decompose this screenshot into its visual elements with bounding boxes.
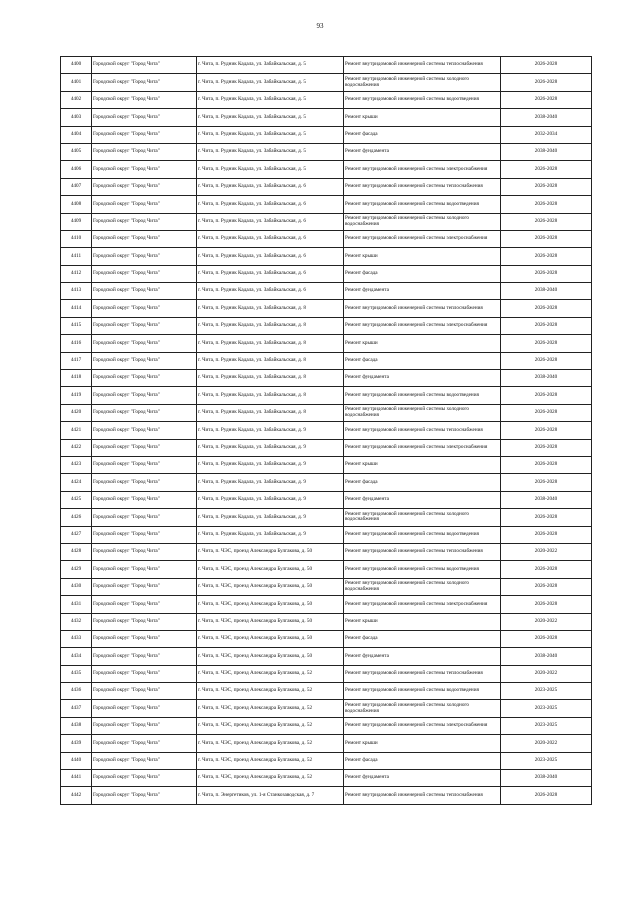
table-row — [61, 683, 592, 700]
table-row — [61, 543, 592, 560]
work-type-cell: Ремонт внутридомовой инженерной системы холодного водоснабжения — [344, 213, 501, 230]
municipality-cell: Городской округ "Город Чита" — [92, 509, 197, 526]
period-cell: 2023-2025 — [501, 717, 592, 734]
address-cell: г. Чита, п. ЧЭС, проезд Александра Булгакова, д. 50 — [197, 561, 344, 578]
address-cell: г. Чита, п. Рудник Кадала, ул. Забайкальская, д. 6 — [197, 213, 344, 230]
address-cell: г. Чита, п. Рудник Кадала, ул. Забайкальская, д. 9 — [197, 526, 344, 543]
table-row — [61, 74, 592, 91]
period-cell: 2026-2028 — [501, 474, 592, 491]
period-cell: 2026-2028 — [501, 335, 592, 352]
row-number-cell: 4430 — [61, 578, 92, 595]
municipality-cell: Городской округ "Город Чита" — [92, 578, 197, 595]
period-cell: 2023-2025 — [501, 700, 592, 717]
period-cell: 2026-2028 — [501, 526, 592, 543]
table-row — [61, 109, 592, 126]
period-cell: 2020-2022 — [501, 543, 592, 560]
address-cell: г. Чита, п. Рудник Кадала, ул. Забайкальская, д. 6 — [197, 230, 344, 247]
row-number-cell: 4411 — [61, 248, 92, 265]
municipality-cell: Городской округ "Город Чита" — [92, 735, 197, 752]
period-cell: 2026-2028 — [501, 248, 592, 265]
work-type-cell: Ремонт внутридомовой инженерной системы холодного водоснабжения — [344, 700, 501, 717]
address-cell: г. Чита, п. Рудник Кадала, ул. Забайкальская, д. 9 — [197, 456, 344, 473]
municipality-cell: Городской округ "Город Чита" — [92, 335, 197, 352]
period-cell: 2026-2028 — [501, 300, 592, 317]
table-row — [61, 787, 592, 804]
row-number-cell: 4424 — [61, 474, 92, 491]
row-number-cell: 4406 — [61, 161, 92, 178]
table-row — [61, 491, 592, 508]
table-row — [61, 439, 592, 456]
work-type-cell: Ремонт крыши — [344, 109, 501, 126]
table-row — [61, 752, 592, 769]
period-cell: 2026-2028 — [501, 456, 592, 473]
municipality-cell: Городской округ "Город Чита" — [92, 648, 197, 665]
period-cell: 2038-2040 — [501, 491, 592, 508]
work-type-cell: Ремонт внутридомовой инженерной системы теплоснабжения — [344, 665, 501, 682]
table-row — [61, 300, 592, 317]
table-row — [61, 91, 592, 108]
period-cell: 2038-2040 — [501, 648, 592, 665]
work-type-cell: Ремонт фундамента — [344, 283, 501, 300]
work-type-cell: Ремонт внутридомовой инженерной системы водоотведения — [344, 561, 501, 578]
address-cell: г. Чита, п. Рудник Кадала, ул. Забайкальская, д. 6 — [197, 196, 344, 213]
period-cell: 2026-2028 — [501, 787, 592, 804]
row-number-cell: 4439 — [61, 735, 92, 752]
table-row — [61, 578, 592, 595]
row-number-cell: 4417 — [61, 352, 92, 369]
address-cell: г. Чита, п. Рудник Кадала, ул. Забайкальская, д. 8 — [197, 300, 344, 317]
period-cell: 2020-2022 — [501, 735, 592, 752]
address-cell: г. Чита, п. ЧЭС, проезд Александра Булгакова, д. 50 — [197, 578, 344, 595]
table-row — [61, 596, 592, 613]
period-cell: 2026-2028 — [501, 91, 592, 108]
table-row — [61, 283, 592, 300]
period-cell: 2020-2022 — [501, 613, 592, 630]
row-number-cell: 4409 — [61, 213, 92, 230]
row-number-cell: 4427 — [61, 526, 92, 543]
row-number-cell: 4415 — [61, 317, 92, 334]
municipality-cell: Городской округ "Город Чита" — [92, 456, 197, 473]
table-row — [61, 143, 592, 160]
work-type-cell: Ремонт внутридомовой инженерной системы водоотведения — [344, 683, 501, 700]
municipality-cell: Городской округ "Город Чита" — [92, 143, 197, 160]
row-number-cell: 4408 — [61, 196, 92, 213]
work-type-cell: Ремонт фасада — [344, 630, 501, 647]
table-row — [61, 230, 592, 247]
work-type-cell: Ремонт внутридомовой инженерной системы холодного водоснабжения — [344, 578, 501, 595]
table-row — [61, 161, 592, 178]
address-cell: г. Чита, п. ЧЭС, проезд Александра Булгакова, д. 52 — [197, 683, 344, 700]
row-number-cell: 4422 — [61, 439, 92, 456]
row-number-cell: 4420 — [61, 404, 92, 421]
row-number-cell: 4421 — [61, 422, 92, 439]
table-row — [61, 335, 592, 352]
work-type-cell: Ремонт внутридомовой инженерной системы электроснабжения — [344, 161, 501, 178]
row-number-cell: 4416 — [61, 335, 92, 352]
work-type-cell: Ремонт внутридомовой инженерной системы холодного водоснабжения — [344, 74, 501, 91]
address-cell: г. Чита, п. ЧЭС, проезд Александра Булгакова, д. 52 — [197, 700, 344, 717]
address-cell: г. Чита, п. Рудник Кадала, ул. Забайкальская, д. 6 — [197, 248, 344, 265]
row-number-cell: 4433 — [61, 630, 92, 647]
address-cell: г. Чита, п. Рудник Кадала, ул. Забайкальская, д. 9 — [197, 509, 344, 526]
period-cell: 2038-2040 — [501, 143, 592, 160]
municipality-cell: Городской округ "Город Чита" — [92, 439, 197, 456]
work-type-cell: Ремонт фундамента — [344, 143, 501, 160]
work-type-cell: Ремонт крыши — [344, 735, 501, 752]
row-number-cell: 4403 — [61, 109, 92, 126]
work-type-cell: Ремонт внутридомовой инженерной системы теплоснабжения — [344, 178, 501, 195]
municipality-cell: Городской округ "Город Чита" — [92, 387, 197, 404]
row-number-cell: 4418 — [61, 370, 92, 387]
table-row — [61, 770, 592, 787]
address-cell: г. Чита, п. Рудник Кадала, ул. Забайкальская, д. 6 — [197, 178, 344, 195]
municipality-cell: Городской округ "Город Чита" — [92, 404, 197, 421]
table-row — [61, 630, 592, 647]
table-row — [61, 456, 592, 473]
row-number-cell: 4413 — [61, 283, 92, 300]
address-cell: г. Чита, п. Рудник Кадала, ул. Забайкальская, д. 5 — [197, 161, 344, 178]
municipality-cell: Городской округ "Город Чита" — [92, 300, 197, 317]
municipality-cell: Городской округ "Город Чита" — [92, 370, 197, 387]
row-number-cell: 4412 — [61, 265, 92, 282]
municipality-cell: Городской округ "Город Чита" — [92, 161, 197, 178]
row-number-cell: 4400 — [61, 57, 92, 74]
table-row — [61, 370, 592, 387]
row-number-cell: 4414 — [61, 300, 92, 317]
period-cell: 2026-2028 — [501, 630, 592, 647]
address-cell: г. Чита, п. Рудник Кадала, ул. Забайкальская, д. 5 — [197, 126, 344, 143]
municipality-cell: Городской округ "Город Чита" — [92, 352, 197, 369]
capital-repair-table — [60, 56, 592, 805]
period-cell: 2038-2040 — [501, 770, 592, 787]
municipality-cell: Городской округ "Город Чита" — [92, 317, 197, 334]
period-cell: 2026-2028 — [501, 422, 592, 439]
work-type-cell: Ремонт внутридомовой инженерной системы электроснабжения — [344, 596, 501, 613]
period-cell: 2026-2028 — [501, 352, 592, 369]
row-number-cell: 4410 — [61, 230, 92, 247]
period-cell: 2026-2028 — [501, 404, 592, 421]
row-number-cell: 4442 — [61, 787, 92, 804]
table-row — [61, 248, 592, 265]
address-cell: г. Чита, п. Рудник Кадала, ул. Забайкальская, д. 6 — [197, 283, 344, 300]
work-type-cell: Ремонт крыши — [344, 613, 501, 630]
work-type-cell: Ремонт внутридомовой инженерной системы теплоснабжения — [344, 422, 501, 439]
period-cell: 2026-2028 — [501, 74, 592, 91]
work-type-cell: Ремонт фасада — [344, 126, 501, 143]
work-type-cell: Ремонт внутридомовой инженерной системы водоотведения — [344, 526, 501, 543]
work-type-cell: Ремонт фасада — [344, 752, 501, 769]
table-row — [61, 265, 592, 282]
address-cell: г. Чита, п. ЧЭС, проезд Александра Булгакова, д. 52 — [197, 717, 344, 734]
address-cell: г. Чита, п. Рудник Кадала, ул. Забайкальская, д. 8 — [197, 404, 344, 421]
period-cell: 2026-2028 — [501, 57, 592, 74]
municipality-cell: Городской округ "Город Чита" — [92, 526, 197, 543]
table-row — [61, 317, 592, 334]
municipality-cell: Городской округ "Город Чита" — [92, 787, 197, 804]
address-cell: г. Чита, п. ЧЭС, проезд Александра Булгакова, д. 50 — [197, 543, 344, 560]
period-cell: 2026-2028 — [501, 161, 592, 178]
work-type-cell: Ремонт внутридомовой инженерной системы теплоснабжения — [344, 57, 501, 74]
address-cell: г. Чита, п. ЧЭС, проезд Александра Булгакова, д. 50 — [197, 630, 344, 647]
row-number-cell: 4437 — [61, 700, 92, 717]
address-cell: г. Чита, п. Рудник Кадала, ул. Забайкальская, д. 9 — [197, 474, 344, 491]
table-row — [61, 57, 592, 74]
municipality-cell: Городской округ "Город Чита" — [92, 613, 197, 630]
row-number-cell: 4440 — [61, 752, 92, 769]
period-cell: 2023-2025 — [501, 752, 592, 769]
period-cell: 2026-2028 — [501, 230, 592, 247]
period-cell: 2026-2028 — [501, 439, 592, 456]
work-type-cell: Ремонт внутридомовой инженерной системы водоотведения — [344, 196, 501, 213]
municipality-cell: Городской округ "Город Чита" — [92, 596, 197, 613]
municipality-cell: Городской округ "Город Чита" — [92, 630, 197, 647]
work-type-cell: Ремонт внутридомовой инженерной системы электроснабжения — [344, 717, 501, 734]
address-cell: г. Чита, п. Рудник Кадала, ул. Забайкальская, д. 6 — [197, 265, 344, 282]
municipality-cell: Городской округ "Город Чита" — [92, 561, 197, 578]
table-row — [61, 404, 592, 421]
work-type-cell: Ремонт крыши — [344, 248, 501, 265]
table-row — [61, 509, 592, 526]
period-cell: 2026-2028 — [501, 561, 592, 578]
address-cell: г. Чита, п. Рудник Кадала, ул. Забайкальская, д. 8 — [197, 317, 344, 334]
address-cell: г. Чита, п. ЧЭС, проезд Александра Булгакова, д. 52 — [197, 735, 344, 752]
municipality-cell: Городской округ "Город Чита" — [92, 74, 197, 91]
municipality-cell: Городской округ "Город Чита" — [92, 91, 197, 108]
address-cell: г. Чита, п. Рудник Кадала, ул. Забайкальская, д. 5 — [197, 57, 344, 74]
address-cell: г. Чита, п. Рудник Кадала, ул. Забайкальская, д. 9 — [197, 439, 344, 456]
row-number-cell: 4435 — [61, 665, 92, 682]
work-type-cell: Ремонт фасада — [344, 352, 501, 369]
municipality-cell: Городской округ "Город Чита" — [92, 717, 197, 734]
address-cell: г. Чита, п. ЧЭС, проезд Александра Булгакова, д. 50 — [197, 613, 344, 630]
work-type-cell: Ремонт фасада — [344, 474, 501, 491]
municipality-cell: Городской округ "Город Чита" — [92, 491, 197, 508]
period-cell: 2026-2028 — [501, 387, 592, 404]
municipality-cell: Городской округ "Город Чита" — [92, 213, 197, 230]
municipality-cell: Городской округ "Город Чита" — [92, 543, 197, 560]
period-cell: 2026-2028 — [501, 596, 592, 613]
work-type-cell: Ремонт крыши — [344, 456, 501, 473]
work-type-cell: Ремонт фундамента — [344, 770, 501, 787]
period-cell: 2038-2040 — [501, 283, 592, 300]
row-number-cell: 4434 — [61, 648, 92, 665]
table-row — [61, 422, 592, 439]
work-type-cell: Ремонт внутридомовой инженерной системы теплоснабжения — [344, 543, 501, 560]
table-row — [61, 526, 592, 543]
table-row — [61, 717, 592, 734]
municipality-cell: Городской округ "Город Чита" — [92, 752, 197, 769]
municipality-cell: Городской округ "Город Чита" — [92, 665, 197, 682]
period-cell: 2026-2028 — [501, 578, 592, 595]
address-cell: г. Чита, п. Рудник Кадала, ул. Забайкальская, д. 5 — [197, 109, 344, 126]
address-cell: г. Чита, п. Рудник Кадала, ул. Забайкальская, д. 8 — [197, 352, 344, 369]
row-number-cell: 4436 — [61, 683, 92, 700]
municipality-cell: Городской округ "Город Чита" — [92, 248, 197, 265]
municipality-cell: Городской округ "Город Чита" — [92, 283, 197, 300]
table-row — [61, 700, 592, 717]
row-number-cell: 4432 — [61, 613, 92, 630]
row-number-cell: 4428 — [61, 543, 92, 560]
period-cell: 2026-2028 — [501, 265, 592, 282]
work-type-cell: Ремонт внутридомовой инженерной системы электроснабжения — [344, 230, 501, 247]
address-cell: г. Чита, п. Рудник Кадала, ул. Забайкальская, д. 5 — [197, 74, 344, 91]
period-cell: 2026-2028 — [501, 509, 592, 526]
work-type-cell: Ремонт внутридомовой инженерной системы электроснабжения — [344, 439, 501, 456]
period-cell: 2026-2028 — [501, 196, 592, 213]
row-number-cell: 4401 — [61, 74, 92, 91]
period-cell: 2038-2040 — [501, 370, 592, 387]
period-cell: 2020-2022 — [501, 665, 592, 682]
table-row — [61, 352, 592, 369]
table-body — [61, 57, 592, 805]
work-type-cell: Ремонт фундамента — [344, 370, 501, 387]
work-type-cell: Ремонт внутридомовой инженерной системы электроснабжения — [344, 317, 501, 334]
work-type-cell: Ремонт крыши — [344, 335, 501, 352]
period-cell: 2023-2025 — [501, 683, 592, 700]
table-row — [61, 474, 592, 491]
row-number-cell: 4441 — [61, 770, 92, 787]
row-number-cell: 4423 — [61, 456, 92, 473]
table-row — [61, 178, 592, 195]
row-number-cell: 4402 — [61, 91, 92, 108]
municipality-cell: Городской округ "Город Чита" — [92, 474, 197, 491]
address-cell: г. Чита, п. Энергетиков, ул. 1-я Станкозаводская, д. 7 — [197, 787, 344, 804]
address-cell: г. Чита, п. ЧЭС, проезд Александра Булгакова, д. 50 — [197, 648, 344, 665]
municipality-cell: Городской округ "Город Чита" — [92, 422, 197, 439]
row-number-cell: 4425 — [61, 491, 92, 508]
address-cell: г. Чита, п. Рудник Кадала, ул. Забайкальская, д. 8 — [197, 387, 344, 404]
row-number-cell: 4426 — [61, 509, 92, 526]
work-type-cell: Ремонт внутридомовой инженерной системы теплоснабжения — [344, 300, 501, 317]
address-cell: г. Чита, п. Рудник Кадала, ул. Забайкальская, д. 9 — [197, 422, 344, 439]
work-type-cell: Ремонт фундамента — [344, 648, 501, 665]
address-cell: г. Чита, п. ЧЭС, проезд Александра Булгакова, д. 52 — [197, 665, 344, 682]
period-cell: 2026-2028 — [501, 213, 592, 230]
table-row — [61, 561, 592, 578]
address-cell: г. Чита, п. ЧЭС, проезд Александра Булгакова, д. 52 — [197, 770, 344, 787]
work-type-cell: Ремонт внутридомовой инженерной системы водоотведения — [344, 387, 501, 404]
table-row — [61, 213, 592, 230]
municipality-cell: Городской округ "Город Чита" — [92, 57, 197, 74]
period-cell: 2026-2028 — [501, 317, 592, 334]
table-row — [61, 126, 592, 143]
work-type-cell: Ремонт внутридомовой инженерной системы холодного водоснабжения — [344, 404, 501, 421]
work-type-cell: Ремонт внутридомовой инженерной системы холодного водоснабжения — [344, 509, 501, 526]
municipality-cell: Городской округ "Город Чита" — [92, 196, 197, 213]
address-cell: г. Чита, п. Рудник Кадала, ул. Забайкальская, д. 5 — [197, 143, 344, 160]
address-cell: г. Чита, п. Рудник Кадала, ул. Забайкальская, д. 8 — [197, 335, 344, 352]
municipality-cell: Городской округ "Город Чита" — [92, 683, 197, 700]
municipality-cell: Городской округ "Город Чита" — [92, 126, 197, 143]
table-row — [61, 196, 592, 213]
municipality-cell: Городской округ "Город Чита" — [92, 230, 197, 247]
municipality-cell: Городской округ "Город Чита" — [92, 265, 197, 282]
work-type-cell: Ремонт внутридомовой инженерной системы водоотведения — [344, 91, 501, 108]
table-row — [61, 387, 592, 404]
table-row — [61, 613, 592, 630]
row-number-cell: 4419 — [61, 387, 92, 404]
period-cell: 2032-2034 — [501, 126, 592, 143]
address-cell: г. Чита, п. Рудник Кадала, ул. Забайкальская, д. 9 — [197, 491, 344, 508]
municipality-cell: Городской округ "Город Чита" — [92, 770, 197, 787]
municipality-cell: Городской округ "Город Чита" — [92, 109, 197, 126]
work-type-cell: Ремонт фундамента — [344, 491, 501, 508]
row-number-cell: 4404 — [61, 126, 92, 143]
row-number-cell: 4438 — [61, 717, 92, 734]
row-number-cell: 4407 — [61, 178, 92, 195]
address-cell: г. Чита, п. ЧЭС, проезд Александра Булгакова, д. 52 — [197, 752, 344, 769]
work-type-cell: Ремонт фасада — [344, 265, 501, 282]
address-cell: г. Чита, п. ЧЭС, проезд Александра Булгакова, д. 50 — [197, 596, 344, 613]
work-type-cell: Ремонт внутридомовой инженерной системы теплоснабжения — [344, 787, 501, 804]
address-cell: г. Чита, п. Рудник Кадала, ул. Забайкальская, д. 5 — [197, 91, 344, 108]
row-number-cell: 4405 — [61, 143, 92, 160]
table-row — [61, 735, 592, 752]
period-cell: 2038-2040 — [501, 109, 592, 126]
row-number-cell: 4429 — [61, 561, 92, 578]
table-row — [61, 648, 592, 665]
page-number: 93 — [316, 22, 324, 30]
municipality-cell: Городской округ "Город Чита" — [92, 178, 197, 195]
row-number-cell: 4431 — [61, 596, 92, 613]
municipality-cell: Городской округ "Город Чита" — [92, 700, 197, 717]
address-cell: г. Чита, п. Рудник Кадала, ул. Забайкальская, д. 8 — [197, 370, 344, 387]
period-cell: 2026-2028 — [501, 178, 592, 195]
table-row — [61, 665, 592, 682]
